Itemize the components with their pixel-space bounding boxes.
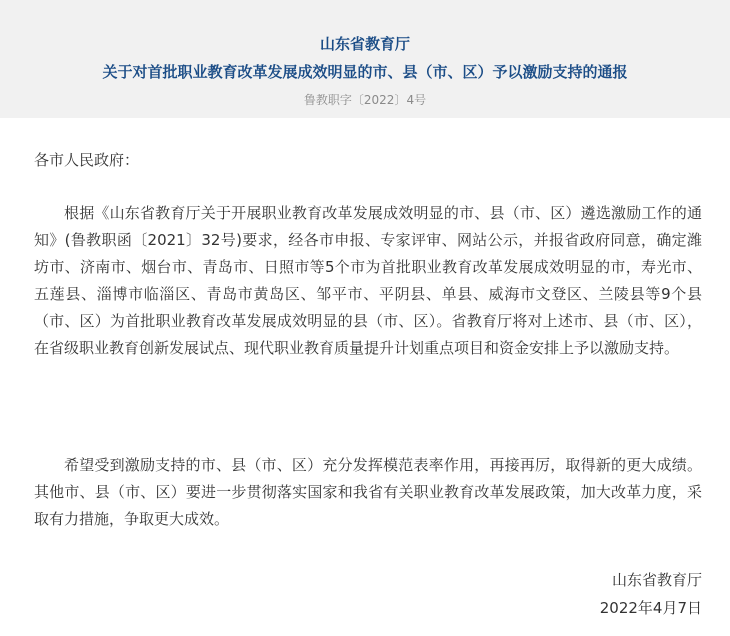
document-header	[0, 0, 730, 118]
paragraph-1: 根据《山东省教育厅关于开展职业教育改革发展成效明显的市、县（市、区）遴选激励工作的通知》(鲁教职函〔2021〕32号)要求，经各市申报、专家评审、网站公示，并报省政府同意，确定潍坊市、济南市、烟台市、青岛市、日照市等5个市为首批职业教育改革发展成效明显的市，寿光市、五莲县、淄博市临淄区、青岛市黄岛区、邹平市、平阴县、单县、威海市文登区、兰陵县等9个县（市、区）为首批职业教育改革发展成效明显的县（市、区）。省教育厅将对上述市、县（市、区），在省级职业教育创新发展试点、现代职业教育质量提升计划重点项目和资金安排上予以激励支持。	[34, 204, 702, 357]
signature-org: 山东省教育厅	[611, 571, 702, 589]
document-number: 鲁教职字〔2022〕4号	[303, 93, 427, 107]
paragraph-2: 希望受到激励支持的市、县（市、区）充分发挥模范表率作用，再接再厉，取得新的更大成绩。其他市、县（市、区）要进一步贯彻落实国家和我省有关职业教育改革发展政策，加大改革力度，采取有力措施，争取更大成效。	[34, 456, 702, 528]
org-title: 山东省教育厅	[319, 35, 410, 53]
document-title: 关于对首批职业教育改革发展成效明显的市、县（市、区）予以激励支持的通报	[102, 63, 628, 81]
signature-date: 2022年4月7日	[599, 599, 702, 617]
salutation: 各市人民政府：	[34, 151, 140, 169]
